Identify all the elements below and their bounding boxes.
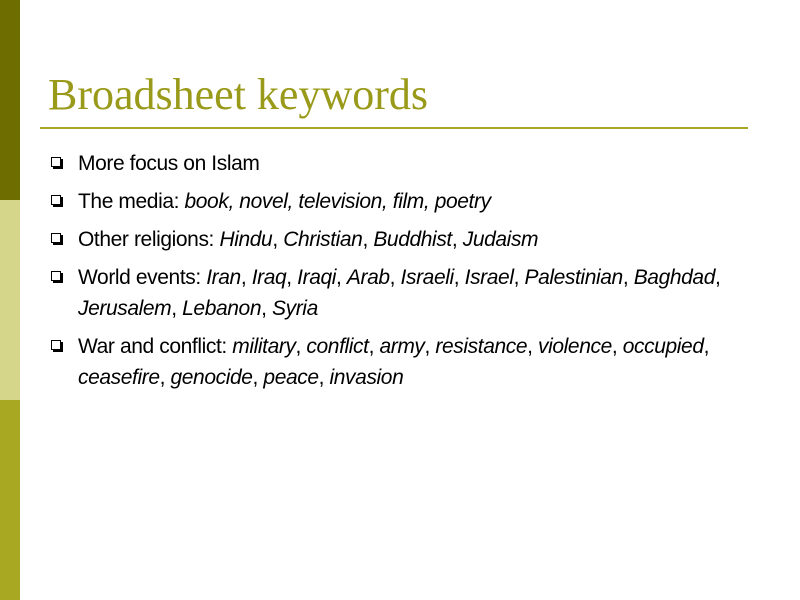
hollow-square-bullet-icon bbox=[51, 157, 61, 167]
bullet-keyword: army bbox=[379, 335, 425, 358]
slide-title: Broadsheet keywords bbox=[48, 70, 429, 119]
hollow-square-bullet-icon bbox=[51, 340, 61, 350]
bullet-label: Other religions: bbox=[78, 228, 220, 251]
sidebar-segment-middle bbox=[0, 200, 20, 400]
bullet-label: World events: bbox=[78, 266, 207, 289]
bullet-keyword: Iraq bbox=[251, 266, 287, 289]
bullet-label: The media: bbox=[78, 190, 185, 213]
bullet-item: War and conflict: military, conflict, army, resistance, violence, occupied, ceasefire, genocide, peace, invasion bbox=[48, 331, 738, 393]
title-underline bbox=[40, 127, 748, 129]
bullet-keyword: Jerusalem bbox=[78, 297, 172, 320]
bullet-label: War and conflict: bbox=[78, 335, 233, 358]
bullet-item: Other religions: Hindu, Christian, Buddhist, Judaism bbox=[48, 224, 738, 255]
bullet-keyword: resistance bbox=[435, 335, 528, 358]
hollow-square-bullet-icon bbox=[51, 195, 61, 205]
bullet-keyword: Israeli bbox=[400, 266, 454, 289]
bullet-keyword: Syria bbox=[272, 297, 318, 320]
bullet-label: More focus on Islam bbox=[78, 152, 260, 175]
bullet-list bbox=[48, 148, 738, 400]
bullet-keyword: military bbox=[232, 335, 296, 358]
bullet-keyword: Israel bbox=[464, 266, 514, 289]
hollow-square-bullet-icon bbox=[51, 271, 61, 281]
bullet-keyword: peace bbox=[263, 366, 319, 389]
bullet-keyword: Buddhist bbox=[373, 228, 452, 251]
bullet-item bbox=[48, 186, 738, 217]
bullet-keyword: Baghdad bbox=[633, 266, 715, 289]
bullet-keyword: Lebanon bbox=[182, 297, 262, 320]
bullet-keyword: genocide bbox=[170, 366, 253, 389]
bullet-keyword: ceasefire bbox=[78, 366, 160, 389]
bullet-keyword: book, novel, television, film, poetry bbox=[184, 190, 491, 213]
bullet-keyword: Arab bbox=[346, 266, 390, 289]
bullet-keyword: Judaism bbox=[462, 228, 539, 251]
bullet-keyword: Iran bbox=[206, 266, 241, 289]
bullet-keyword: conflict bbox=[306, 335, 369, 358]
sidebar-segment-bottom bbox=[0, 400, 20, 600]
bullet-keyword: Iraqi bbox=[297, 266, 337, 289]
bullet-keyword: occupied bbox=[622, 335, 704, 358]
bullet-item: World events: Iran, Iraq, Iraqi, Arab, Israeli, Israel, Palestinian, Baghdad, Jerusalem, Lebanon, Syria bbox=[48, 262, 738, 324]
bullet-keyword: violence bbox=[538, 335, 612, 358]
bullet-keyword: Palestinian bbox=[524, 266, 623, 289]
hollow-square-bullet-icon bbox=[51, 233, 61, 243]
sidebar-segment-top bbox=[0, 0, 20, 200]
bullet-keyword: invasion bbox=[329, 366, 404, 389]
bullet-keyword: Hindu bbox=[219, 228, 273, 251]
bullet-item bbox=[48, 148, 738, 179]
bullet-keyword: Christian bbox=[283, 228, 363, 251]
